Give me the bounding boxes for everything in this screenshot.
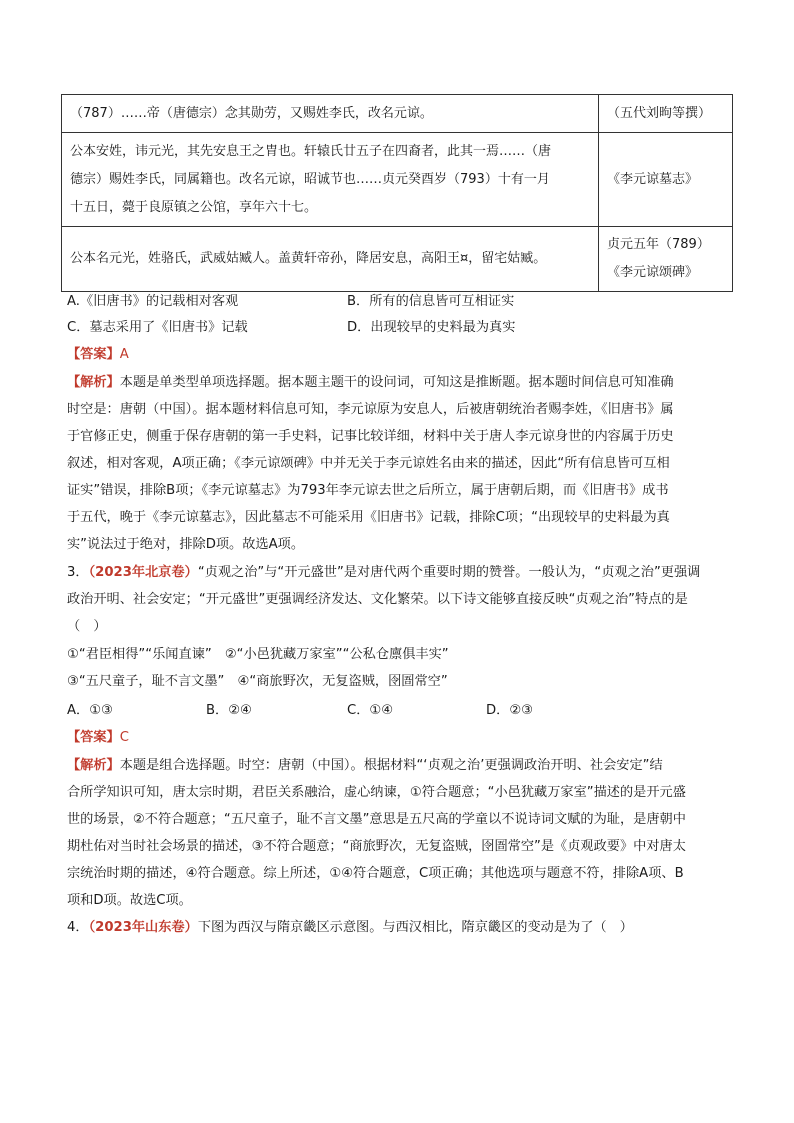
table-cell-content: （787）……帝（唐德宗）念其勋劳，又赐姓李氏，改名元谅。 <box>62 95 599 133</box>
analysis-line: 【解析】本题是组合选择题。时空：唐朝（中国）。根据材料“‘贞观之治’更强调政治开明、社会安定”结 <box>67 758 663 773</box>
table-row <box>62 133 733 227</box>
table-cell-source: 贞元五年（789） 《李元谅颂碑》 <box>599 227 733 292</box>
analysis-line: 于官修正史，侧重于保存唐朝的第一手史料，记事比较详细，材料中关于唐人李元谅身世的内容属于历史 <box>67 429 674 444</box>
analysis-line: 项和D项。故选C项。 <box>67 893 192 908</box>
analysis-line: 叙述，相对客观，A项正确；《李元谅颂碑》中并无关于李元谅姓名由来的描述，因此“所有信息皆可互相 <box>67 456 670 471</box>
question-3-item: ①“君臣相得”“乐闻直谏” ②“小邑犹藏万家室”“公私仓廪俱丰实” <box>67 647 449 662</box>
analysis-line: 时空是：唐朝（中国）。据本题材料信息可知，李元谅原为安息人，后被唐朝统治者赐李姓，《旧唐书》属 <box>67 402 674 417</box>
analysis-tag: 【解析】 <box>67 375 120 390</box>
table-row <box>62 227 733 292</box>
answer-value: C <box>119 730 129 745</box>
analysis-tag: 【解析】 <box>67 758 120 773</box>
table-row <box>62 95 733 133</box>
answer-line <box>67 728 129 748</box>
option-c: C．墓志采用了《旧唐书》记载 <box>67 320 248 335</box>
option-b: B．所有的信息皆可互相证实 <box>347 294 515 309</box>
analysis-line: 证实”错误，排除B项；《李元谅墓志》为793年李元谅去世之后所立，属于唐朝后期，而《旧唐书》成书 <box>67 483 669 498</box>
analysis-line: 世的场景，②不符合题意；“五尺童子，耻不言文墨”意思是五尺高的学童以不说诗词文赋的为耻，是唐朝中 <box>67 812 686 827</box>
question-3-stem-line: 政治开明、社会安定；“开元盛世”更强调经济发达、文化繁荣。以下诗文能够直接反映“贞观之治”特点的是 <box>67 592 688 607</box>
question-3-stem: 3．（2023年北京卷）“贞观之治”与“开元盛世”是对唐代两个重要时期的赞誉。一般认为，“贞观之治”更强调 <box>67 565 701 580</box>
table-cell-source: （五代刘昫等撰） <box>599 95 733 133</box>
table-cell-content: 公本安姓，讳元光，其先安息王之胄也。轩辕氏廿五子在四裔者，此其一焉……（唐 德宗）赐姓李氏，同属籍也。改名元谅，昭诚节也……贞元癸酉岁（793）十有一月 十五日，薨于良原镇之公馆，享年六十七。 <box>62 133 599 227</box>
option-b: B．②④ <box>206 703 252 718</box>
question-3-item: ③“五尺童子，耻不言文墨” ④“商旅野次，无复盗贼，囹圄常空” <box>67 674 448 689</box>
analysis-line: 实”说法过于绝对，排除D项。故选A项。 <box>67 537 305 552</box>
table-cell-content: 公本名元光，姓骆氏，武威姑臧人。盖黄轩帝孙，降居安息，高阳王¤，留宅姑臧。 <box>62 227 599 292</box>
question-source: （2023年山东卷） <box>88 920 198 935</box>
analysis-line: 合所学知识可知，唐太宗时期，君臣关系融洽，虚心纳谏，①符合题意；“小邑犹藏万家室”描述的是开元盛 <box>67 785 686 800</box>
question-3-stem-line: （ ） <box>67 619 107 634</box>
question-source: （2023年北京卷） <box>88 565 198 580</box>
option-d: D．②③ <box>486 703 533 718</box>
analysis-line: 期杜佑对当时社会场景的描述，③不符合题意；“商旅野次，无复盗贼，囹圄常空”是《贞观政要》中对唐太 <box>67 839 686 854</box>
answer-tag: 【答案】 <box>67 730 120 745</box>
answer-line <box>67 345 129 365</box>
analysis-line: 【解析】本题是单类型单项选择题。据本题主题干的设问词，可知这是推断题。据本题时间信息可知准确 <box>67 375 674 390</box>
analysis-line: 宗统治时期的描述，④符合题意。综上所述，①④符合题意，C项正确；其他选项与题意不符，排除A项、B <box>67 866 684 881</box>
option-d: D．出现较早的史料最为真实 <box>347 320 516 335</box>
source-table <box>61 94 733 292</box>
answer-tag: 【答案】 <box>67 347 120 362</box>
question-4-stem: 4．（2023年山东卷）下图为西汉与隋京畿区示意图。与西汉相比，隋京畿区的变动是为了（ ） <box>67 920 633 935</box>
option-a: A.《旧唐书》的记载相对客观 <box>67 294 239 309</box>
option-a: A．①③ <box>67 703 113 718</box>
answer-value: A <box>119 347 129 362</box>
option-c: C．①④ <box>347 703 394 718</box>
table-cell-source: 《李元谅墓志》 <box>599 133 733 227</box>
analysis-line: 于五代，晚于《李元谅墓志》，因此墓志不可能采用《旧唐书》记载，排除C项；“出现较早的史料最为真 <box>67 510 670 525</box>
